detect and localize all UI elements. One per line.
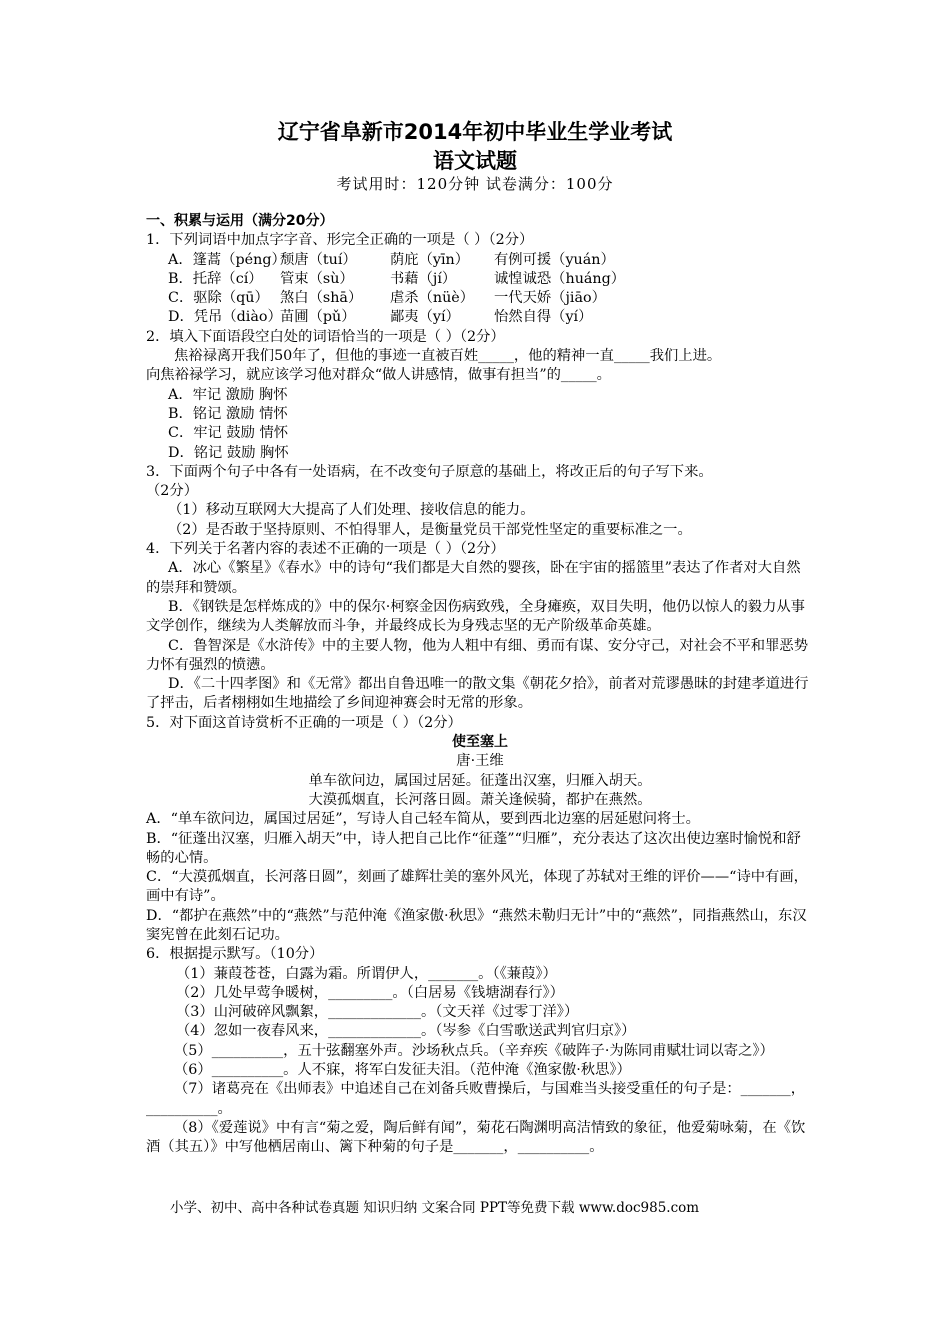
q1-a-w1: A．篷蒿（péng）	[168, 251, 286, 268]
q1-b-w1: B．托辞（cí）	[168, 270, 263, 287]
q3-stem: 3．下面两个句子中各有一处语病，在不改变句子原意的基础上，将改正后的句子写下来。	[146, 463, 713, 480]
q2-stem: 2．填入下面语段空白处的词语恰当的一项是（ ）（2分）	[146, 328, 505, 345]
section-heading: 一、积累与运用（满分20分）	[146, 213, 334, 229]
q5-option-c: C．“大漠孤烟直，长河落日圆”，刻画了雄辉壮美的塞外风光，体现了苏轼对王维的评价——“诗中有画，画中有诗”。	[146, 869, 808, 905]
q6-item-1: （1）蒹葭苍苍，白露为霜。所谓伊人，_______。（《蒹葭》）	[176, 965, 557, 982]
q5-option-a: A．“单车欲问边，属国过居延”，写诗人自己轻车简从，要到西北边塞的居延慰问将士。	[146, 811, 700, 828]
q2-option-a: A．牢记 激励 胸怀	[168, 386, 288, 403]
exam-title: 辽宁省阜新市2014年初中毕业生学业考试	[277, 120, 673, 144]
q1-stem: 1．下列词语中加点字字音、形完全正确的一项是（ ）（2分）	[146, 232, 534, 249]
exam-body	[146, 212, 814, 1158]
q6-item-2: （2）几处早莺争暖树，_________。（白居易《钱塘湖春行》）	[176, 984, 564, 1001]
q1-c-w4: 一代天娇（jiāo）	[494, 290, 606, 307]
q1-b-w2: 管束（sù）	[280, 270, 354, 287]
q6-item-7: （7）诸葛亮在《出师表》中追述自己在刘备兵败曹操后，与国难当头接受重任的句子是：_______，__________。	[146, 1081, 806, 1117]
q2-option-b: B．铭记 激励 情怀	[168, 405, 288, 422]
q1-c-w3: 虐杀（nüè）	[390, 290, 475, 307]
q1-a-w3: 荫庇（yīn）	[390, 251, 470, 268]
q6-item-5: （5）__________，五十弦翻塞外声。沙场秋点兵。（辛弃疾《破阵子·为陈同甫赋壮词以寄之》）	[174, 1042, 774, 1059]
q2-passage-2: 向焦裕禄学习，就应该学习他对群众“做人讲感情，做事有担当”的_____。	[146, 367, 611, 384]
q1-option-a	[146, 251, 814, 270]
poem-line-1: 单车欲问边，属国过居延。征蓬出汉塞，归雁入胡天。	[308, 772, 652, 789]
q5-stem: 5．对下面这首诗赏析不正确的一项是（ ）（2分）	[146, 714, 462, 731]
q3-sentence-2: （2）是否敢于坚持原则、不怕得罪人，是衡量党员干部党性坚定的重要标准之一。	[168, 521, 692, 538]
q6-item-4: （4）忽如一夜春风来，_____________。（岑参《白雪歌送武判官归京》）	[176, 1023, 636, 1040]
q6-stem: 6．根据提示默写。（10分）	[146, 946, 324, 963]
q1-b-w3: 书藉（jí）	[390, 270, 457, 287]
q2-passage-1: 焦裕禄离开我们50年了，但他的事迹一直被百姓_____，他的精神一直_____我们上进。	[174, 348, 722, 365]
poem-line-2: 大漠孤烟直，长河落日圆。萧关逢候骑，都护在燕然。	[308, 791, 652, 808]
q1-option-d	[146, 308, 814, 327]
poem-author: 唐·王维	[456, 753, 504, 770]
q1-d-w4: 怡然自得（yí）	[494, 309, 593, 326]
q1-d-w3: 鄙夷（yí）	[390, 309, 460, 326]
q6-item-8: （8）《爱莲说》中有言“菊之爱，陶后鲜有闻”，菊花石陶渊明高洁情致的象征，他爱菊咏菊，在《饮酒（其五）》中写他栖居南山、篱下种菊的句子是_______，__________。	[146, 1119, 806, 1156]
q1-a-w4: 有例可援（yuán）	[494, 251, 615, 268]
exam-info: 考试用时：120分钟 试卷满分：100分	[336, 175, 614, 193]
q1-option-b	[146, 270, 814, 289]
q4-stem: 4．下列关于名著内容的表述不正确的一项是（ ）（2分）	[146, 541, 505, 558]
q3-points: （2分）	[146, 483, 198, 500]
q1-option-c	[146, 289, 814, 308]
poem-title: 使至塞上	[452, 734, 508, 751]
q4-option-b: B．《钢铁是怎样炼成的》中的保尔·柯察金因伤病致残，全身瘫痪，双目失明，他仍以惊人的毅力从事文学创作，继续为人类解放而斗争，并最终成长为身残志坚的无产阶级革命英雄。	[146, 598, 805, 635]
q4-option-a: A．冰心《繁星》《春水》中的诗句“我们都是大自然的婴孩，卧在宇宙的摇篮里”表达了作者对大自然的崇拜和赞颂。	[146, 560, 801, 596]
q6-item-3: （3）山河破碎风飘絮，_____________。（文天祥《过零丁洋》）	[176, 1004, 579, 1021]
q5-option-d: D．“都护在燕然”中的“燕然”与范仲淹《渔家傲·秋思》“燕然未勒归无计”中的“燕然”，同指燕然山，东汉窦宪曾在此刻石记功。	[146, 907, 807, 943]
q1-b-w4: 诚惶诚恐（huáng）	[494, 270, 626, 287]
q1-d-w2: 苗圃（pǔ）	[280, 309, 356, 326]
footer-note: 小学、初中、高中各种试卷真题 知识归纳 文案合同 PPT等免费下载 www.doc985.com	[170, 1200, 700, 1216]
exam-subject: 语文试题	[433, 149, 517, 173]
q4-option-d: D．《二十四孝图》和《无常》都出自鲁迅唯一的散文集《朝花夕拾》，前者对荒谬愚昧的封建孝道进行了抨击，后者栩栩如生地描绘了乡间迎神赛会时无常的形象。	[146, 676, 809, 712]
q5-option-b: B．“征蓬出汉塞，归雁入胡天”中，诗人把自己比作“征蓬”“归雁”，充分表达了这次出使边塞时愉悦和舒畅的心情。	[146, 830, 801, 866]
q1-d-w1: D．凭吊（diào）	[168, 309, 282, 326]
q4-option-c: C．鲁智深是《水浒传》中的主要人物，他为人粗中有细、勇而有谋、安分守己，对社会不平和罪恶势力怀有强烈的愤懑。	[146, 637, 808, 673]
q2-option-d: D．铭记 鼓励 胸怀	[168, 444, 289, 461]
q1-a-w2: 颓唐（tuí）	[280, 251, 357, 268]
q2-option-c: C．牢记 鼓励 情怀	[168, 425, 289, 442]
q3-sentence-1: （1）移动互联网大大提高了人们处理、接收信息的能力。	[168, 502, 535, 519]
q6-item-6: （6）__________。人不寐，将军白发征夫泪。（范仲淹《渔家傲·秋思》）	[174, 1062, 631, 1079]
q1-c-w2: 煞白（shā）	[280, 290, 363, 307]
q1-c-w1: C．驱除（qū）	[168, 290, 269, 307]
